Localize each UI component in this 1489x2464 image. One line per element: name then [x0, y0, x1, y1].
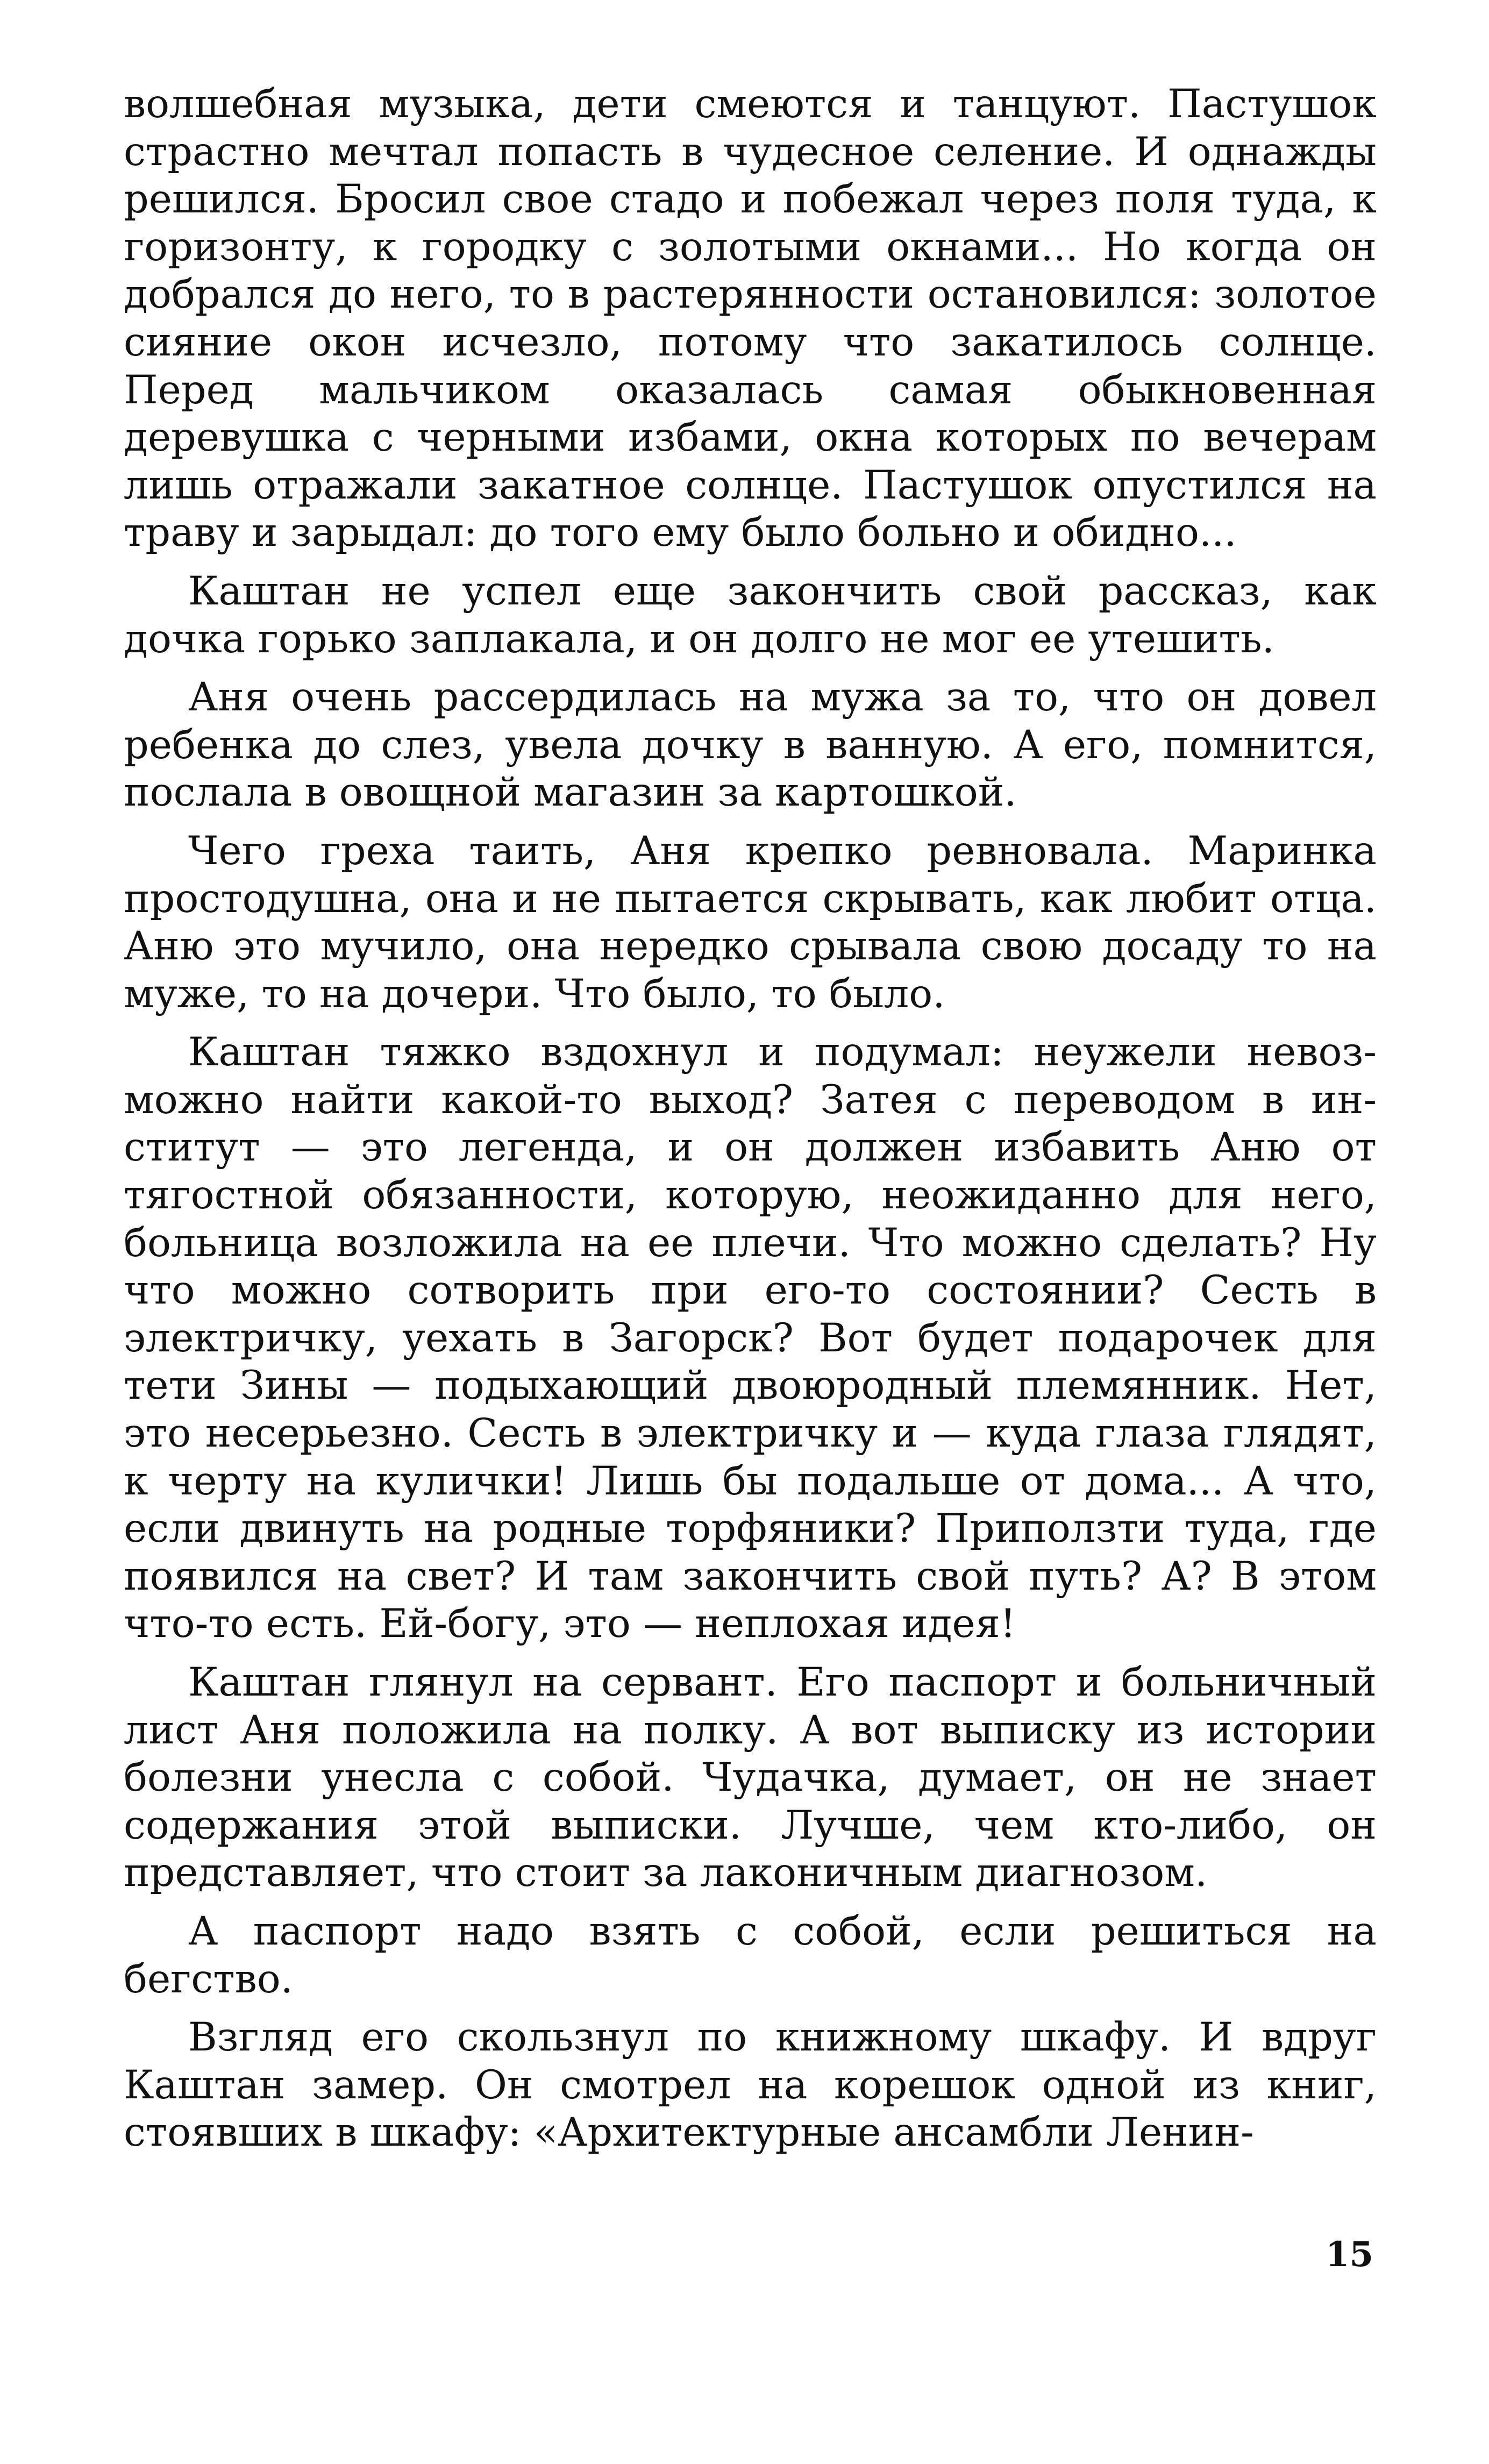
page-number: 15: [1325, 2234, 1373, 2275]
paragraph: Аня очень рассердилась на мужа за то, что он довел ребенка до слез, увела дочку в ванную. А его, помнится, послала в овощной магазин за картошкой.: [124, 674, 1377, 816]
paragraph: Каштан тяжко вздохнул и подумал: неужели невозможно найти какой-то выход? Затея с переводом в институт — это легенда, и он должен избавить Аню от тягостной обязанности, которую, неожиданно для него, больница возложила на ее плечи. Что можно сделать? Ну что можно сотворить при его-то состоянии? Сесть в электричку, уехать в Загорск? Вот будет подарочек для тети Зины — подыхающий двоюродный племянник. Нет, это несерьезно. Сесть в электричку и — куда глаза глядят, к черту на кулички! Лишь бы подальше от дома... А что, если двинуть на родные торфяники? Приползти туда, где появился на свет? И там закончить свой путь? А? В этом что-то есть. Ей-богу, это — неплохая идея!: [124, 1029, 1377, 1647]
paragraph-continued: волшебная музыка, дети смеются и танцуют. Пастушок страстно мечтал попасть в чудесное селение. И однажды решился. Бросил свое стадо и побежал через поля туда, к горизонту, к городку с золотыми окнами... Но когда он добрался до него, то в растерянности остановился: золотое сияние окон исчезло, потому что закатилось солнце. Перед мальчиком оказалась самая обыкновенная деревушка с черными избами, окна которых по вечерам лишь отражали закатное солнце. Пастушок опустился на траву и зарыдал: до того ему было больно и обидно...: [124, 81, 1377, 556]
body-text: [124, 81, 1377, 2157]
paragraph: Чего греха таить, Аня крепко ревновала. Маринка простодушна, она и не пытается скрывать, как любит отца. Аню это мучило, она нередко срывала свою досаду то на муже, то на дочери. Что было, то было.: [124, 828, 1377, 1017]
paragraph: Каштан глянул на сервант. Его паспорт и больничный лист Аня положила на полку. А вот выписку из истории болезни унесла с собой. Чудачка, думает, он не знает содержания этой выписки. Лучше, чем кто-либо, он представляет, что стоит за лаконичным диагнозом.: [124, 1660, 1377, 1896]
paragraph: Каштан не успел еще закончить свой рассказ, как дочка горько заплакала, и он долго не мог ее утешить.: [124, 568, 1377, 662]
paragraph: А паспорт надо взять с собой, если решиться на бегство.: [124, 1908, 1377, 2002]
paragraph: Взгляд его скользнул по книжному шкафу. И вдруг Каштан замер. Он смотрел на корешок одной из книг, стоявших в шкафу: «Архитектурные ансамбли Ленин-: [124, 2014, 1377, 2156]
